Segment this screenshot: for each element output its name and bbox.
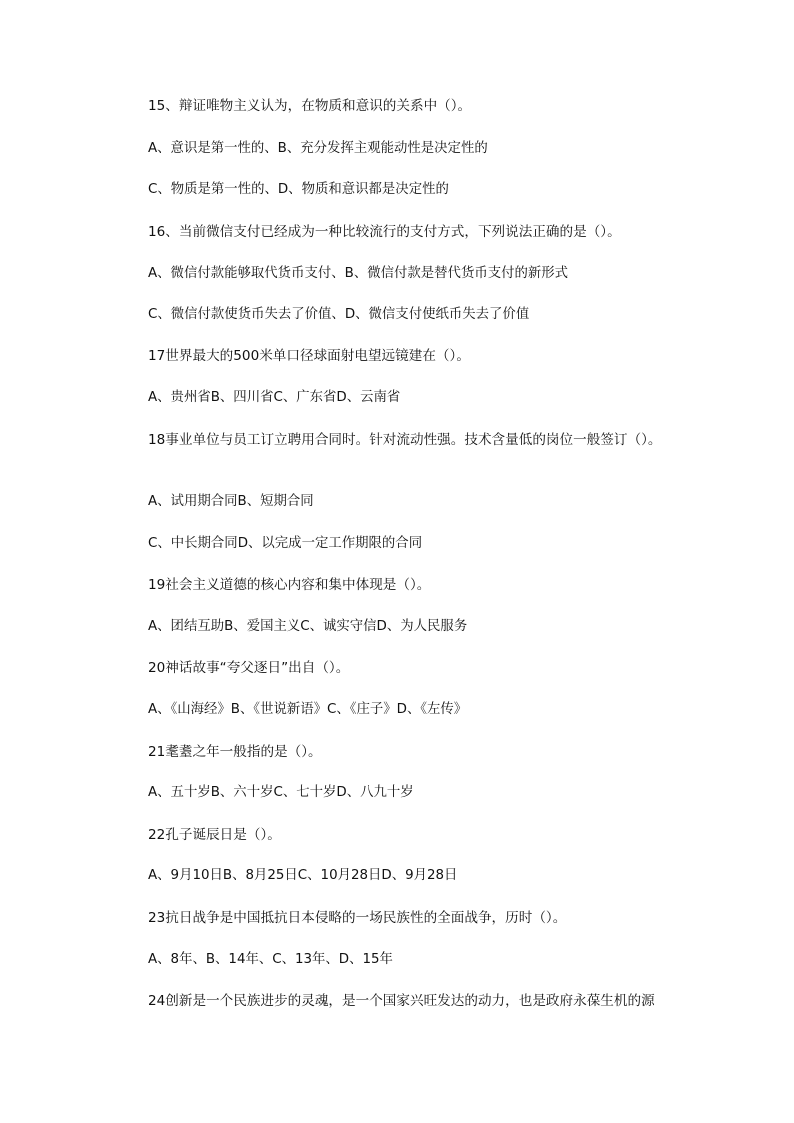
question-24: 24创新是一个民族进步的灵魂，是一个国家兴旺发达的动力，也是政府永葆生机的源: [148, 993, 655, 1009]
question-15-options-ab: A、意识是第一性的、B、充分发挥主观能动性是决定性的: [148, 141, 488, 156]
question-16-options-cd: C、微信付款使货币失去了价值、D、微信支付使纸币失去了价值: [148, 307, 530, 322]
question-19: 19社会主义道德的核心内容和集中体现是（）。: [148, 577, 431, 593]
question-18: 18事业单位与员工订立聘用合同时。针对流动性强。技术含量低的岗位一般签订（）。: [148, 432, 662, 448]
question-15-options-cd: C、物质是第一性的、D、物质和意识都是决定性的: [148, 182, 449, 197]
question-20-options: A、《山海经》B、《世说新语》C、《庄子》D、《左传》: [148, 702, 468, 717]
question-21: 21耄耋之年一般指的是（）。: [148, 744, 322, 760]
question-18-options-cd: C、中长期合同D、以完成一定工作期限的合同: [148, 536, 423, 551]
question-17-options: A、贵州省B、四川省C、广东省D、云南省: [148, 390, 401, 405]
question-16-options-ab: A、微信付款能够取代货币支付、B、微信付款是替代货币支付的新形式: [148, 266, 569, 281]
question-22: 22孔子诞辰日是（）。: [148, 827, 281, 843]
question-16: 16、当前微信支付已经成为一种比较流行的支付方式，下列说法正确的是（）。: [148, 224, 621, 240]
question-23: 23抗日战争是中国抵抗日本侵略的一场民族性的全面战争，历时（）。: [148, 910, 567, 926]
question-20: 20神话故事“夸父逐日”出自（）。: [148, 660, 350, 676]
question-18-options-ab: A、试用期合同B、短期合同: [148, 494, 314, 509]
question-15: 15、辩证唯物主义认为，在物质和意识的关系中（）。: [148, 98, 472, 114]
question-17: 17世界最大的500米单口径球面射电望远镜建在（）。: [148, 348, 470, 364]
question-19-options: A、团结互助B、爱国主义C、诚实守信D、为人民服务: [148, 619, 468, 634]
question-21-options: A、五十岁B、六十岁C、七十岁D、八九十岁: [148, 785, 414, 800]
question-22-options: A、9月10日B、8月25日C、10月28日D、9月28日: [148, 868, 458, 883]
question-23-options: A、8年、B、14年、C、13年、D、15年: [148, 952, 393, 967]
